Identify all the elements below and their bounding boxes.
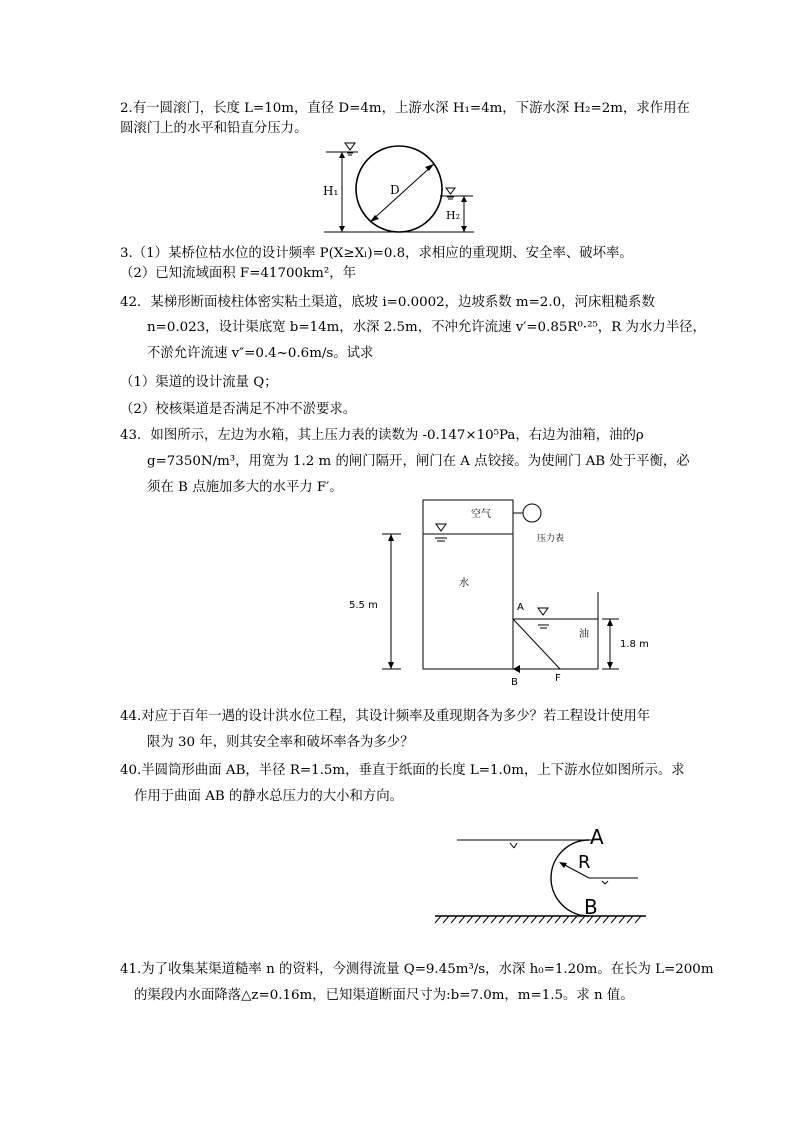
q43-text-line-2: g=7350N/m³，用宽为 1.2 m 的闸门隔开，闸门在 A 点铰接。为使闸门 AB 处于平衡，必 xyxy=(147,454,690,469)
q2-text-line-2: 圆滚门上的水平和铅直分压力。 xyxy=(120,121,308,136)
oil-level-icon xyxy=(538,608,548,615)
downstream-water-level-icon xyxy=(446,188,455,194)
q40-curved-surface-figure xyxy=(430,820,655,930)
q42-text-line-3: 不淤允许流速 v″=0.4~0.6m/s。试求 xyxy=(147,346,374,361)
q41-text-line-2: 的渠段内水面降落△z=0.16m，已知渠道断面尺寸为:b=7.0m，m=1.5。求 n 值。 xyxy=(134,988,634,1003)
upstream-water-level-icon xyxy=(345,143,355,150)
q2-label-h1: H₁ xyxy=(323,184,339,198)
q42-text-line-2: n=0.023，设计渠底宽 b=14m，水深 2.5m，不冲允许流速 v′=0.85R⁰·²⁵，R 为水力半径， xyxy=(147,320,706,335)
q40-text-line-1: 40.半圆筒形曲面 AB，半径 R=1.5m，垂直于纸面的长度 L=1.0m，上下游水位如图所示。求 xyxy=(120,763,685,778)
q2-roller-gate-figure xyxy=(318,140,478,242)
q2-label-h2: H₂ xyxy=(446,209,461,222)
q43-label-gauge: 压力表 xyxy=(537,534,565,544)
q2-label-d: D xyxy=(390,183,400,197)
q43-label-height-left: 5.5 m xyxy=(349,600,378,611)
q43-label-oil: 油 xyxy=(579,629,589,640)
q3-text-line-2: （2）已知流域面积 F=41700km²，年 xyxy=(120,266,356,281)
q43-label-f: F xyxy=(555,673,561,684)
q44-text-line-2: 限为 30 年，则其安全率和破坏率各为多少？ xyxy=(147,735,414,750)
pressure-gauge-icon xyxy=(523,504,541,522)
q40-text-line-2: 作用于曲面 AB 的静水总压力的大小和方向。 xyxy=(134,789,404,804)
force-arrow xyxy=(513,665,520,673)
q43-label-water: 水 xyxy=(459,578,469,589)
q42-text-line-4: （1）渠道的设计流量 Q； xyxy=(120,375,278,390)
q2-text-line-1: 2.有一圆滚门，长度 L=10m，直径 D=4m，上游水深 H₁=4m，下游水深 H₂=2m，求作用在 xyxy=(120,101,690,116)
q40-label-r: R xyxy=(578,852,591,873)
q44-text-line-1: 44.对应于百年一遇的设计洪水位工程，其设计频率及重现期各为多少？若工程设计使用年 xyxy=(120,709,651,724)
q40-label-a: A xyxy=(590,825,604,849)
q40-label-b: B xyxy=(584,895,598,919)
q42-text-line-5: （2）校核渠道是否满足不冲不淤要求。 xyxy=(120,402,357,417)
gate-ab-line xyxy=(513,619,560,669)
q42-text-line-1: 42．某梯形断面棱柱体密实粘土渠道，底坡 i=0.0002，边坡系数 m=2.0，河床粗糙系数 xyxy=(120,295,655,310)
q43-text-line-1: 43．如图所示，左边为水箱，其上压力表的读数为 -0.147×10⁵Pa，右边为油箱，油的ρ xyxy=(120,428,644,443)
q43-label-b: B xyxy=(511,677,518,688)
q43-text-line-3: 须在 B 点施加多大的水平力 F′。 xyxy=(147,480,343,495)
q41-text-line-1: 41.为了收集某渠道糙率 n 的资料，今测得流量 Q=9.45m³/s，水深 h₀=1.20m。在长为 L=200m xyxy=(120,962,714,977)
q43-label-air: 空气 xyxy=(471,509,491,520)
q3-text-line-1: 3.（1）某桥位枯水位的设计频率 P(X≥Xₗ)=0.8，求相应的重现期、安全率、破坏率。 xyxy=(120,246,633,261)
q43-tank-gate-figure xyxy=(345,495,665,690)
water-level-icon xyxy=(436,524,446,531)
q43-label-a: A xyxy=(517,602,524,613)
q43-label-height-right: 1.8 m xyxy=(620,639,649,650)
